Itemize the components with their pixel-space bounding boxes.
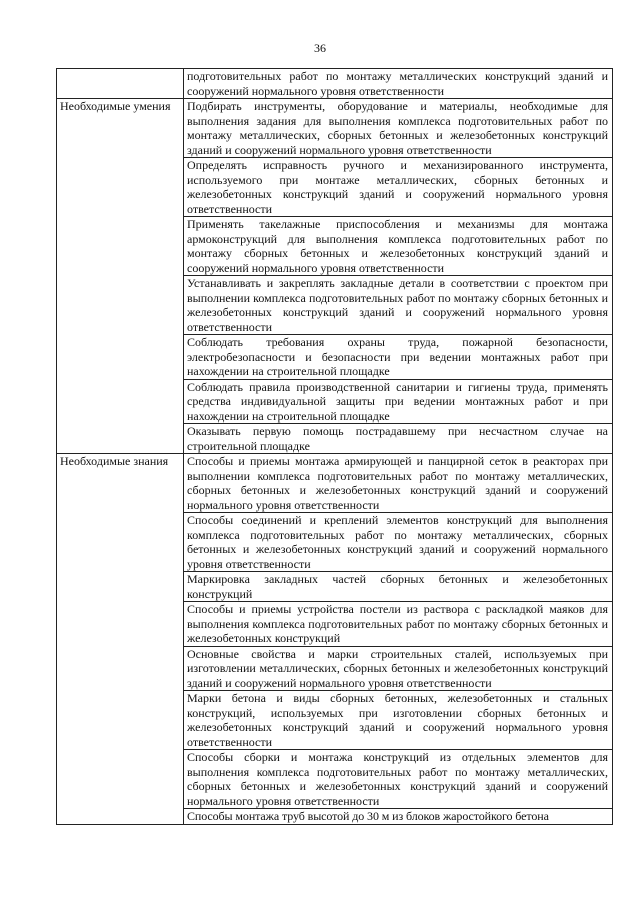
item-cell: Способы и приемы монтажа армирующей и панцирной сеток в реакторах при выполнении комплекса подготовительных работ по монтажу металлических, сборных бетонных и железобетонных конструкций зданий и сооружений нормального уровня ответственности	[184, 454, 613, 513]
page-number: 36	[314, 41, 326, 55]
item-cell: Марки бетона и виды сборных бетонных, железобетонных и стальных конструкций, используемых при изготовлении сборных бетонных и железобетонных конструкций зданий и сооружений нормального уровня ответственности	[184, 691, 613, 750]
item-cell: Способы и приемы устройства постели из раствора с раскладкой маяков для выполнения комплекса подготовительных работ по монтажу сборных бетонных и железобетонных конструкций	[184, 602, 613, 647]
item-cell: Применять такелажные приспособления и механизмы для монтажа армоконструкций для выполнения комплекса подготовительных работ по монтажу сборных бетонных и железобетонных конструкций зданий и сооружений нормального уровня ответственности	[184, 217, 613, 276]
item-cell: Устанавливать и закреплять закладные детали в соответствии с проектом при выполнении комплекса подготовительных работ по монтажу сборных бетонных и железобетонных конструкций зданий и сооружений нормального уровня ответственности	[184, 276, 613, 335]
item-cell: Основные свойства и марки строительных сталей, используемых при изготовлении металлических, сборных бетонных и железобетонных конструкций зданий и сооружений нормального уровня ответственности	[184, 646, 613, 691]
category-cell-empty	[57, 69, 184, 99]
category-cell-knowledge: Необходимые знания	[57, 454, 184, 825]
item-cell: Соблюдать правила производственной санитарии и гигиены труда, применять средства индивидуальной защиты при ведении монтажных работ и при нахождении на строительной площадке	[184, 379, 613, 424]
item-cell: Оказывать первую помощь пострадавшему при несчастном случае на строительной площадке	[184, 424, 613, 454]
item-cell: Маркировка закладных частей сборных бетонных и железобетонных конструкций	[184, 572, 613, 602]
item-cell: Способы сборки и монтажа конструкций из отдельных элементов для выполнения комплекса подготовительных работ по монтажу металлических, сборных бетонных и железобетонных конструкций зданий и сооружений нормального уровня ответственности	[184, 750, 613, 809]
item-cell: Способы монтажа труб высотой до 30 м из блоков жаростойкого бетона	[184, 809, 613, 825]
item-cell: Подбирать инструменты, оборудование и материалы, необходимые для выполнения задания для выполнения комплекса подготовительных работ по монтажу металлических, сборных бетонных и железобетонных конструкций зданий и сооружений нормального уровня ответственности	[184, 99, 613, 158]
table-row	[57, 69, 613, 99]
category-cell-skills: Необходимые умения	[57, 99, 184, 454]
item-cell: подготовительных работ по монтажу металлических конструкций зданий и сооружений нормального уровня ответственности	[184, 69, 613, 99]
item-cell: Определять исправность ручного и механизированного инструмента, используемого при монтаже металлических, сборных бетонных и железобетонных конструкций зданий и сооружений нормального уровня ответственности	[184, 158, 613, 217]
competency-table	[56, 68, 613, 825]
item-cell: Соблюдать требования охраны труда, пожарной безопасности, электробезопасности и безопасности при ведении монтажных работ при нахождении на строительной площадке	[184, 335, 613, 380]
table-row	[57, 99, 613, 158]
table-row	[57, 454, 613, 513]
item-cell: Способы соединений и креплений элементов конструкций для выполнения комплекса подготовительных работ по монтажу металлических, сборных бетонных и железобетонных конструкций зданий и сооружений нормального уровня ответственности	[184, 513, 613, 572]
